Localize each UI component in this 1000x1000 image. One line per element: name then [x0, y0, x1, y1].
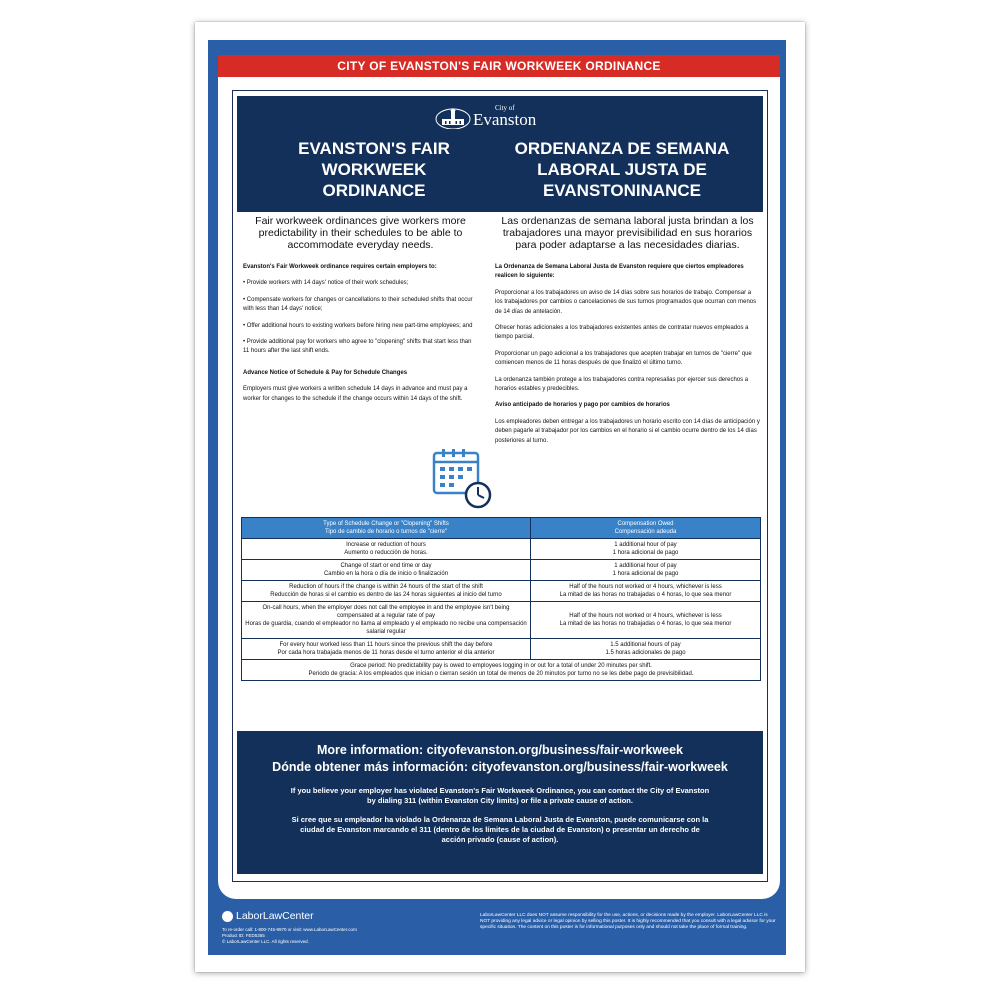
- schedule-change-table: [241, 517, 761, 681]
- header-type-es: Tipo de cambio de horario o turnos de "cierre": [324, 529, 448, 535]
- comp-cell: [531, 581, 761, 602]
- type-en: Change of start or end time or day: [340, 563, 432, 569]
- comp-en: 1.5 additional hours of pay: [610, 642, 681, 648]
- heading-spanish-line: EVANSTONINANCE: [542, 181, 702, 200]
- logo-evanston: Evanston: [473, 110, 537, 129]
- comp-es: 1 hora adicional de pago: [612, 550, 679, 556]
- type-en: Reduction of hours if the change is within 24 hours of the start of the shift: [289, 584, 483, 590]
- city-logo: [435, 104, 565, 132]
- spanish-advance-title: Aviso anticipado de horarios y pago por cambios de horarios: [495, 402, 670, 409]
- type-es: Cambio en la hora o día de inicio o finalización: [323, 571, 449, 577]
- type-en: For every hour worked less than 11 hours since the previous shift the day before: [279, 642, 493, 648]
- type-es: Horas de guardia, cuando el empleador no llama al empleado y el empleado no recibe una compensación salarial regular: [245, 621, 527, 635]
- laborlawcenter-logo-icon: [222, 911, 233, 922]
- english-column: [243, 215, 478, 411]
- laborlawcenter-logo: [222, 910, 352, 924]
- grace-es: Periodo de gracia: A los empleados que inician o cierran sesión un total de menos de 20 minutos por turno no se les debe pago de previsibilidad.: [308, 671, 694, 677]
- header-comp-en: Compensation Owed: [617, 521, 674, 527]
- spanish-item: Ofrecer horas adicionales a los trabajadores existentes antes de contratar nuevos empleados a tiempo parcial.: [495, 325, 749, 341]
- english-advance-title: Advance Notice of Schedule & Pay for Schedule Changes: [243, 369, 408, 376]
- table-row: [242, 560, 761, 581]
- english-bullet: • Provide workers with 14 days' notice of their work schedules;: [243, 280, 409, 287]
- comp-en: 1 additional hour of pay: [614, 542, 677, 548]
- heading-english-line: ORDINANCE: [322, 181, 426, 200]
- heading-spanish: [512, 138, 732, 201]
- english-bullet: • Offer additional hours to existing workers before hiring new part-time employees; and: [243, 322, 473, 329]
- table-row: [242, 581, 761, 602]
- english-advance-body: Employers must give workers a written schedule 14 days in advance and must pay a worker for changes to the schedule if the change occurs within 14 days of the shift.: [243, 386, 468, 402]
- disclaimer: LaborLawCenter LLC does NOT assume responsibility for the use, actions, or decisions made by the employer. LaborLawCenter LLC is NOT providing any legal advice or legal opinion by selling this poster. It is highly recommended that you consult with a legal advisor for your specific situation. The content on this poster is for informational purposes only and should not take the place of formal training.: [480, 913, 776, 930]
- grace-row: [242, 660, 761, 681]
- spanish-item: Proporcionar un pago adicional a los trabajadores que acepten trabajar en turnos de "cierre" que comiencen menos de 11 horas después de que finalizó el último turno.: [495, 350, 752, 367]
- english-bullet: • Provide additional pay for workers who agree to "clopening" shifts that start less than 11 hours after the last shift ends.: [243, 339, 472, 355]
- laborlawcenter-name: LaborLawCenter: [236, 910, 314, 922]
- spanish-item: La ordenanza también protege a los trabajadores contra represalias por ejercer sus derechos a horarios estables y predecibles.: [495, 376, 749, 393]
- comp-en: Half of the hours not worked or 4 hours, whichever is less: [569, 613, 722, 619]
- header-type-en: Type of Schedule Change or "Clopening" Shifts: [323, 521, 449, 527]
- spanish-lead: Las ordenanzas de semana laboral justa brindan a los trabajadores una mayor previsibilidad en sus horarios para poder adaptarse a las necesidades diarias.: [501, 215, 754, 251]
- spanish-requires: La Ordenanza de Semana Laboral Justa de Evanston requiere que ciertos empleadores realicen lo siguiente:: [495, 264, 744, 280]
- comp-cell: [531, 602, 761, 639]
- type-cell: [242, 602, 531, 639]
- more-info-es: Dónde obtener más información: cityofevanston.org/business/fair-workweek: [272, 760, 728, 774]
- comp-es: 1 hora adicional de pago: [612, 571, 679, 577]
- type-cell: [242, 581, 531, 602]
- heading-english-line: EVANSTON'S FAIR: [298, 139, 450, 158]
- heading-spanish-line: ORDENANZA DE SEMANA: [514, 139, 730, 158]
- comp-en: Half of the hours not worked or 4 hours, whichever is less: [569, 584, 722, 590]
- english-bullet: • Compensate workers for changes or cancellations to their scheduled shifts that occur with less than 14 days' notice;: [243, 296, 473, 313]
- spanish-column: [495, 215, 760, 453]
- grace-en: Grace period: No predictability pay is owed to employees logging in or out for a total of under 20 minutes per shift.: [350, 663, 652, 669]
- type-es: Por cada hora trabajada menos de 11 horas desde el turno anterior el día anterior: [277, 650, 495, 656]
- comp-cell: [531, 560, 761, 581]
- grace-period-cell: [242, 660, 761, 681]
- comp-en: 1 additional hour of pay: [614, 563, 677, 569]
- table-header-row: [242, 518, 761, 539]
- violated-es: Si cree que su empleador ha violado la Ordenanza de Semana Laboral Justa de Evanston, puede comunicarse con la ciudad de Evanston marcando el 311 (dentro de los límites de la ciudad de Evanston) o presentar un derecho de acción privado (cause of action).: [291, 815, 709, 844]
- reorder-info: [222, 927, 382, 945]
- heading-spanish-line: LABORAL JUSTA DE: [537, 160, 707, 179]
- table-row: [242, 639, 761, 660]
- poster-banner: CITY OF EVANSTON'S FAIR WORKWEEK ORDINANCE: [218, 55, 780, 77]
- more-info-en: More information: cityofevanston.org/business/fair-workweek: [316, 743, 684, 757]
- info-footer-panel: [237, 731, 763, 874]
- violated-en: If you believe your employer has violated Evanston's Fair Workweek Ordinance, you can contact the City of Evanston by dialing 311 (within Evanston City limits) or file a private cause of action.: [290, 786, 710, 805]
- more-info: [237, 742, 763, 776]
- english-lead: Fair workweek ordinances give workers more predictability in their schedules to be able to accommodate everyday needs.: [255, 215, 466, 251]
- english-requires: Evanston's Fair Workweek ordinance requires certain employers to:: [243, 264, 437, 270]
- comp-cell: [531, 639, 761, 660]
- type-es: Reducción de horas si el cambio es dentro de las 24 horas siguientes al inicio del turno: [270, 592, 502, 598]
- header-comp-cell: [531, 518, 761, 539]
- type-en: Increase or reduction of hours: [346, 542, 426, 548]
- type-en: On-call hours, when the employer does not call the employee in and the employee isn't being compensated at a regular rate of pay: [262, 605, 510, 619]
- heading-english-line: WORKWEEK: [321, 160, 427, 179]
- spanish-advance-body: Los empleadores deben entregar a los trabajadores un horario escrito con 14 días de anticipación y deben pagarle al trabajador por los cambios en el horario si el cambio ocurre dentro de los 14 días posteriores al turno.: [495, 418, 760, 444]
- product-id: Product ID: FED5355: [222, 933, 265, 938]
- reorder-line: To re-order call: 1-800-745-9970 or visit: www.LaborLawCenter.com: [222, 927, 357, 932]
- type-cell: [242, 639, 531, 660]
- type-cell: [242, 560, 531, 581]
- comp-es: La mitad de las horas no trabajadas o 4 horas, lo que sea menor: [559, 592, 732, 598]
- table-row: [242, 602, 761, 639]
- header-type-cell: [242, 518, 531, 539]
- type-es: Aumento o reducción de horas.: [344, 550, 428, 556]
- comp-es: 1.5 horas adicionales de pago: [605, 650, 686, 656]
- copyright: © LaborLawCenter LLC. All rights reserved.: [222, 939, 309, 944]
- logo-city-of: City of: [495, 104, 515, 112]
- heading-english: [264, 138, 484, 201]
- spanish-item: Proporcionar a los trabajadores un aviso de 14 días sobre sus horarios de trabajo. Compensar a los trabajadores por cambios o cancelaciones de sus turnos programados que ocurran con menos de 14 días de antelación.: [495, 289, 757, 315]
- comp-es: La mitad de las horas no trabajadas o 4 horas, lo que sea menor: [559, 621, 732, 627]
- comp-cell: [531, 539, 761, 560]
- city-hall-icon: [435, 107, 471, 129]
- header-comp-es: Compensación adeuda: [614, 529, 677, 535]
- type-cell: [242, 539, 531, 560]
- calendar-clock-icon: [430, 447, 496, 513]
- table-row: [242, 539, 761, 560]
